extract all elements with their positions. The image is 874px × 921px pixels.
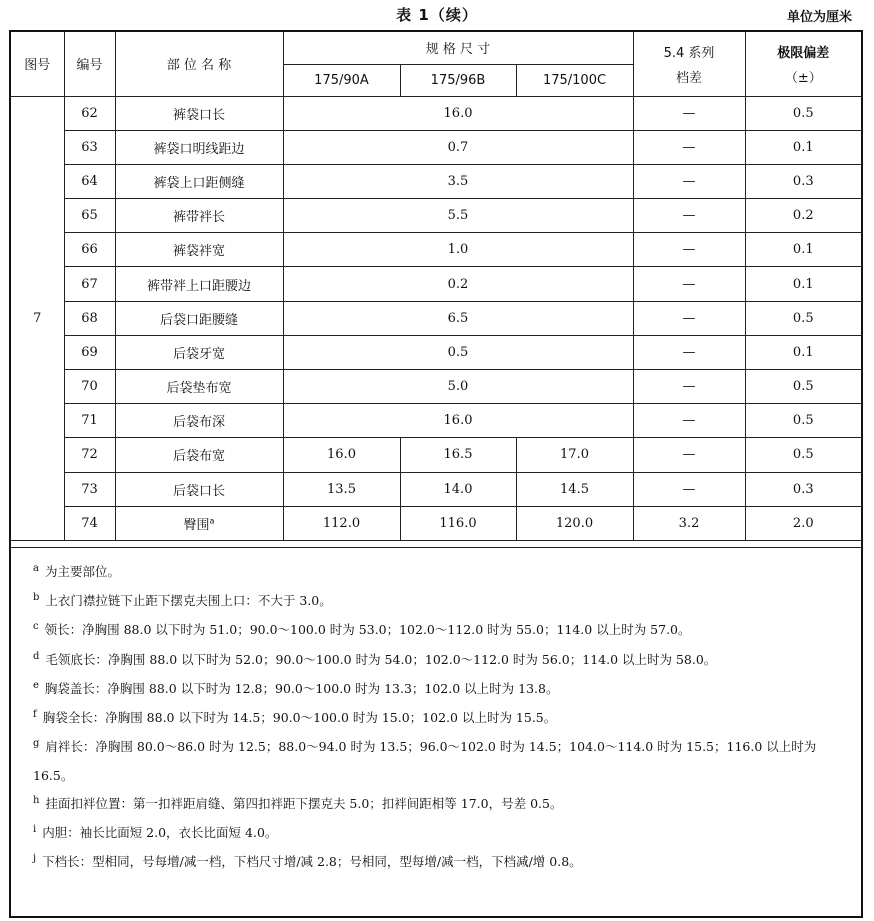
- item-number: 74: [64, 506, 115, 540]
- footnote: [33, 616, 849, 645]
- unit-note: 单位为厘米: [786, 10, 852, 25]
- grade-diff: —: [633, 438, 745, 472]
- header-spec-size: 规 格 尺 寸: [283, 32, 633, 64]
- item-number: 70: [64, 370, 115, 404]
- grade-diff: —: [633, 164, 745, 198]
- spec-value: 16.0: [283, 404, 633, 438]
- footnote-mark: d: [33, 650, 40, 662]
- spec-table: [11, 32, 861, 541]
- grade-diff: —: [633, 267, 745, 301]
- footnote: [33, 790, 849, 819]
- part-name: 后袋口距腰缝: [115, 301, 283, 335]
- item-number: 72: [64, 438, 115, 472]
- footnote-text: 胸袋盖长：净胸围 88.0 以下时为 12.8；90.0～100.0 时为 13.3；102.0 以上时为 13.8。: [44, 680, 559, 696]
- footnote-mark: i: [33, 823, 37, 835]
- spec-value: 0.7: [283, 130, 633, 164]
- spec-value-175-100c: 14.5: [516, 472, 633, 506]
- grade-diff: —: [633, 199, 745, 233]
- tolerance: 0.3: [745, 472, 861, 506]
- footnote: [33, 675, 849, 704]
- footnote-mark: a: [33, 563, 39, 574]
- spec-value: 3.5: [283, 164, 633, 198]
- spec-value-175-96b: 16.5: [400, 438, 516, 472]
- table-row: [11, 233, 861, 267]
- footnote-marker: a: [209, 516, 215, 526]
- header-tolerance-line1: 极限偏差: [777, 45, 830, 61]
- spec-value: 6.5: [283, 301, 633, 335]
- part-name: 裤袋袢宽: [115, 233, 283, 267]
- tolerance: 0.5: [745, 404, 861, 438]
- tolerance: 0.1: [745, 130, 861, 164]
- grade-diff: —: [633, 335, 745, 369]
- footnote-mark: e: [33, 679, 39, 691]
- spec-value-175-100c: 120.0: [516, 506, 633, 540]
- table-row: [11, 438, 861, 472]
- header-size-175-96b: 175/96B: [400, 64, 516, 96]
- item-number: 63: [64, 130, 115, 164]
- header-tolerance-line2: （±）: [784, 70, 822, 86]
- footnote: [33, 587, 849, 616]
- spec-value: 5.0: [283, 370, 633, 404]
- item-number: 65: [64, 199, 115, 233]
- item-number: 71: [64, 404, 115, 438]
- spec-value-175-90a: 16.0: [283, 438, 400, 472]
- spec-value-175-90a: 112.0: [283, 506, 400, 540]
- spec-value: 0.2: [283, 267, 633, 301]
- part-name: 后袋布宽: [115, 438, 283, 472]
- item-number: 69: [64, 335, 115, 369]
- part-name-text: 臀围: [183, 517, 210, 533]
- spec-value: 0.5: [283, 335, 633, 369]
- footnote: [33, 848, 849, 877]
- tolerance: 0.1: [745, 335, 861, 369]
- header-figure-no: 图号: [11, 32, 64, 96]
- item-number: 62: [64, 96, 115, 130]
- grade-diff: —: [633, 404, 745, 438]
- table-row: [11, 335, 861, 369]
- part-name: 裤带袢上口距腰边: [115, 267, 283, 301]
- tolerance: 0.3: [745, 164, 861, 198]
- footnote-mark: g: [33, 738, 40, 750]
- table-row: [11, 404, 861, 438]
- header-size-175-90a: 175/90A: [283, 64, 400, 96]
- footnote-text: 领长：净胸围 88.0 以下时为 51.0；90.0～100.0 时为 53.0；102.0～112.0 时为 55.0；114.0 以上时为 57.0。: [44, 622, 691, 638]
- footnote-mark: b: [33, 592, 40, 604]
- spec-value-175-100c: 17.0: [516, 438, 633, 472]
- table-row: [11, 164, 861, 198]
- footnote: [33, 646, 849, 675]
- spec-value-175-96b: 116.0: [400, 506, 516, 540]
- footnote: [33, 558, 849, 587]
- footnote-mark: f: [33, 709, 37, 721]
- spec-value-175-96b: 14.0: [400, 472, 516, 506]
- table-row: [11, 130, 861, 164]
- spec-value: 16.0: [283, 96, 633, 130]
- header-size-175-100c: 175/100C: [516, 64, 633, 96]
- footnote-text: 上衣门襟拉链下止距下摆克夫围上口：不大于 3.0。: [45, 593, 332, 609]
- header-grade-diff-line1: 5.4 系列: [663, 45, 715, 61]
- footnote-text: 内胆：袖长比面短 2.0，衣长比面短 4.0。: [42, 824, 278, 840]
- part-name: 后袋牙宽: [115, 335, 283, 369]
- tolerance: 0.5: [745, 370, 861, 404]
- part-name: 后袋布深: [115, 404, 283, 438]
- grade-diff: —: [633, 130, 745, 164]
- tolerance: 0.2: [745, 199, 861, 233]
- table-row: [11, 96, 861, 130]
- part-name: [115, 506, 283, 540]
- footnote: [33, 704, 849, 733]
- page-title: 表 1（续）: [396, 6, 478, 24]
- item-number: 67: [64, 267, 115, 301]
- item-number: 73: [64, 472, 115, 506]
- header-tolerance: [745, 32, 861, 96]
- part-name: 裤袋口明线距边: [115, 130, 283, 164]
- figure-number-cell: 7: [11, 96, 64, 540]
- tolerance: 0.1: [745, 233, 861, 267]
- part-name: 裤带袢长: [115, 199, 283, 233]
- spec-value: 5.5: [283, 199, 633, 233]
- spec-table-frame: [9, 30, 863, 918]
- footnote-text: 下档长：型相同，号每增/减一档，下档尺寸增/减 2.8；号相同，型每增/减一档，下档减/增 0.8。: [42, 854, 582, 870]
- footnote-mark: j: [33, 853, 37, 865]
- part-name: 后袋口长: [115, 472, 283, 506]
- table-row: [11, 472, 861, 506]
- table-row: [11, 267, 861, 301]
- footnotes: [11, 547, 861, 877]
- spec-value-175-90a: 13.5: [283, 472, 400, 506]
- spec-value: 1.0: [283, 233, 633, 267]
- table-row: [11, 370, 861, 404]
- header-grade-diff: [633, 32, 745, 96]
- header-grade-diff-line2: 档差: [676, 70, 703, 86]
- grade-diff: —: [633, 472, 745, 506]
- part-name: 裤袋口长: [115, 96, 283, 130]
- tolerance: 0.5: [745, 438, 861, 472]
- table-row: [11, 199, 861, 233]
- item-number: 66: [64, 233, 115, 267]
- tolerance: 2.0: [745, 506, 861, 540]
- grade-diff: —: [633, 370, 745, 404]
- footnote-text: 胸袋全长：净胸围 88.0 以下时为 14.5；90.0～100.0 时为 15.0；102.0 以上时为 15.5。: [42, 710, 557, 726]
- grade-diff: —: [633, 96, 745, 130]
- tolerance: 0.5: [745, 96, 861, 130]
- table-row: [11, 301, 861, 335]
- footnote-mark: h: [33, 794, 40, 806]
- grade-diff: 3.2: [633, 506, 745, 540]
- grade-diff: —: [633, 301, 745, 335]
- item-number: 68: [64, 301, 115, 335]
- tolerance: 0.5: [745, 301, 861, 335]
- footnote-text: 肩袢长：净胸围 80.0～86.0 时为 12.5；88.0～94.0 时为 13.5；96.0～102.0 时为 14.5；104.0～114.0 时为 15.5；116.0 以上时为 16.5。: [33, 739, 817, 784]
- header-item-no: 编号: [64, 32, 115, 96]
- grade-diff: —: [633, 233, 745, 267]
- footnote-text: 挂面扣袢位置：第一扣袢距肩缝、第四扣袢距下摆克夫 5.0；扣袢间距相等 17.0，号差 0.5。: [45, 795, 563, 811]
- footnote: [33, 733, 849, 789]
- item-number: 64: [64, 164, 115, 198]
- footnote-text: 毛领底长：净胸围 88.0 以下时为 52.0；90.0～100.0 时为 54.0；102.0～112.0 时为 56.0；114.0 以上时为 58.0。: [45, 651, 717, 667]
- footnote-mark: c: [33, 621, 39, 633]
- footnote: [33, 819, 849, 848]
- part-name: 后袋垫布宽: [115, 370, 283, 404]
- header-part-name: 部 位 名 称: [115, 32, 283, 96]
- table-row: [11, 506, 861, 540]
- footnote-text: 为主要部位。: [44, 564, 120, 579]
- tolerance: 0.1: [745, 267, 861, 301]
- part-name: 裤袋上口距侧缝: [115, 164, 283, 198]
